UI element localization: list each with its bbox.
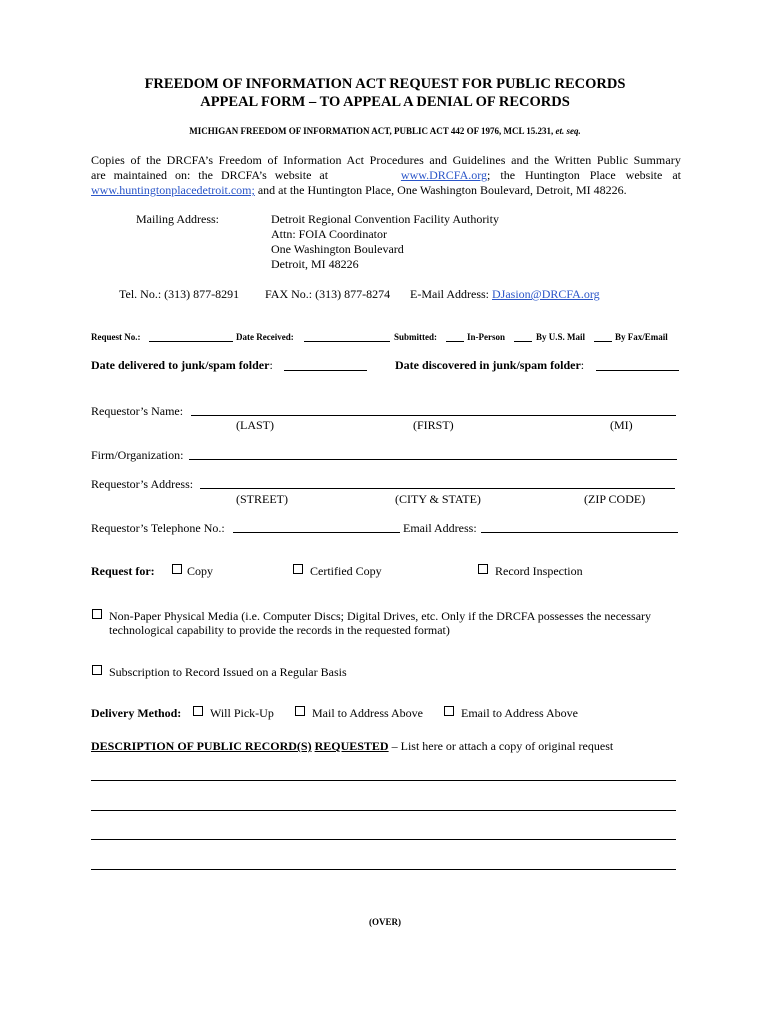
email-label: E-Mail Address: xyxy=(410,287,492,301)
email-delivery-label: Email to Address Above xyxy=(461,706,578,720)
firm-label: Firm/Organization: xyxy=(91,448,184,462)
name-first-caption: (FIRST) xyxy=(413,418,454,432)
intro-line-2 xyxy=(91,168,681,183)
pick-up-label: Will Pick-Up xyxy=(210,706,274,720)
date-delivered-junk-field[interactable] xyxy=(284,370,367,371)
description-line-1[interactable] xyxy=(91,780,676,781)
requestor-email-field[interactable] xyxy=(481,532,678,533)
record-inspection-label: Record Inspection xyxy=(495,564,583,578)
record-inspection-checkbox[interactable] xyxy=(478,564,488,574)
certified-copy-label: Certified Copy xyxy=(310,564,382,578)
non-paper-media-line-1: Non-Paper Physical Media (i.e. Computer Discs; Digital Drives, etc. Only if the DRCFA possesses the necessary xyxy=(109,609,652,623)
firm-field[interactable] xyxy=(189,459,677,460)
mail-label: Mail to Address Above xyxy=(312,706,423,720)
by-mail-label: By U.S. Mail xyxy=(536,332,586,342)
address-zip-caption: (ZIP CODE) xyxy=(584,492,646,506)
requestor-address-field[interactable] xyxy=(200,488,675,489)
date-discovered-junk: Date discovered in junk/spam folder: xyxy=(395,358,585,372)
date-delivered-junk: Date delivered to junk/spam folder: xyxy=(91,358,273,372)
address-city-caption: (CITY & STATE) xyxy=(395,492,481,506)
request-no-label: Request No.: xyxy=(91,332,141,342)
address-street-caption: (STREET) xyxy=(236,492,288,506)
contact-email xyxy=(410,287,600,302)
date-discovered-junk-field[interactable] xyxy=(596,370,679,371)
form-subtitle xyxy=(0,126,770,136)
date-received-label: Date Received: xyxy=(236,332,294,342)
name-mi-caption: (MI) xyxy=(610,418,633,432)
email-delivery-checkbox[interactable] xyxy=(444,706,454,716)
requestor-email-label: Email Address: xyxy=(403,521,477,535)
in-person-blank[interactable] xyxy=(446,341,464,342)
by-fax-label: By Fax/Email xyxy=(615,332,668,342)
subscription-label: Subscription to Record Issued on a Regular Basis xyxy=(109,665,347,679)
request-for-label: Request for: xyxy=(91,564,155,578)
requestor-phone-field[interactable] xyxy=(233,532,400,533)
requestor-name-field[interactable] xyxy=(191,415,676,416)
non-paper-media-line-2: technological capability to provide the records in the requested format) xyxy=(109,623,450,637)
intro-line-1: Copies of the DRCFA’s Freedom of Information Act Procedures and Guidelines and the Written Public Summary xyxy=(91,153,681,167)
name-last-caption: (LAST) xyxy=(236,418,274,432)
over-indicator: (OVER) xyxy=(369,917,401,927)
subtitle-text: MICHIGAN FREEDOM OF INFORMATION ACT, PUBLIC ACT 442 OF 1976, MCL 15.231, xyxy=(189,126,556,136)
form-title-line2: APPEAL FORM – TO APPEAL A DENIAL OF RECORDS xyxy=(200,94,570,110)
request-no-field[interactable] xyxy=(149,341,233,342)
mail-checkbox[interactable] xyxy=(295,706,305,716)
delivery-method-label: Delivery Method: xyxy=(91,706,182,720)
fax-number: FAX No.: (313) 877-8274 xyxy=(265,287,391,301)
requestor-name-label: Requestor’s Name: xyxy=(91,404,184,418)
in-person-label: In-Person xyxy=(467,332,505,342)
subtitle-italic: et. seq. xyxy=(555,126,581,136)
email-link[interactable]: DJasion@DRCFA.org xyxy=(492,287,600,301)
mailing-line-4: Detroit, MI 48226 xyxy=(271,257,359,271)
copy-checkbox[interactable] xyxy=(172,564,182,574)
description-heading: DESCRIPTION OF PUBLIC RECORD(S) REQUESTED – List here or attach a copy of original request xyxy=(91,739,614,753)
mailing-line-2: Attn: FOIA Coordinator xyxy=(271,227,387,241)
submitted-label: Submitted: xyxy=(394,332,438,342)
mailing-line-3: One Washington Boulevard xyxy=(271,242,404,256)
intro-line-3: www.huntingtonplacedetroit.com; and at the Huntington Place, One Washington Boulevard, Detroit, MI 48226. xyxy=(91,183,627,197)
drcfa-website-link[interactable]: www.DRCFA.org xyxy=(400,168,488,182)
certified-copy-checkbox[interactable] xyxy=(293,564,303,574)
requestor-address-label: Requestor’s Address: xyxy=(91,477,194,491)
description-line-2[interactable] xyxy=(91,810,676,811)
huntington-website-link[interactable]: www.huntingtonplacedetroit.com; xyxy=(91,183,255,197)
date-received-field[interactable] xyxy=(304,341,390,342)
intro-text-a: are maintained on: the DRCFA’s website at xyxy=(91,168,329,182)
copy-option-label: Copy xyxy=(187,564,214,578)
by-mail-blank[interactable] xyxy=(514,341,532,342)
non-paper-media-checkbox[interactable] xyxy=(92,609,102,619)
pick-up-checkbox[interactable] xyxy=(193,706,203,716)
subscription-checkbox[interactable] xyxy=(92,665,102,675)
requestor-phone-label: Requestor’s Telephone No.: xyxy=(91,521,225,535)
intro-text-b: www.DRCFA.org; the Huntington Place website at xyxy=(400,168,681,182)
form-title-line1: FREEDOM OF INFORMATION ACT REQUEST FOR PUBLIC RECORDS xyxy=(144,76,626,92)
mailing-line-1: Detroit Regional Convention Facility Authority xyxy=(271,212,499,226)
telephone-number: Tel. No.: (313) 877-8291 xyxy=(119,287,240,301)
by-fax-blank[interactable] xyxy=(594,341,612,342)
mailing-address-label: Mailing Address: xyxy=(136,212,219,226)
description-line-4[interactable] xyxy=(91,869,676,870)
description-line-3[interactable] xyxy=(91,839,676,840)
